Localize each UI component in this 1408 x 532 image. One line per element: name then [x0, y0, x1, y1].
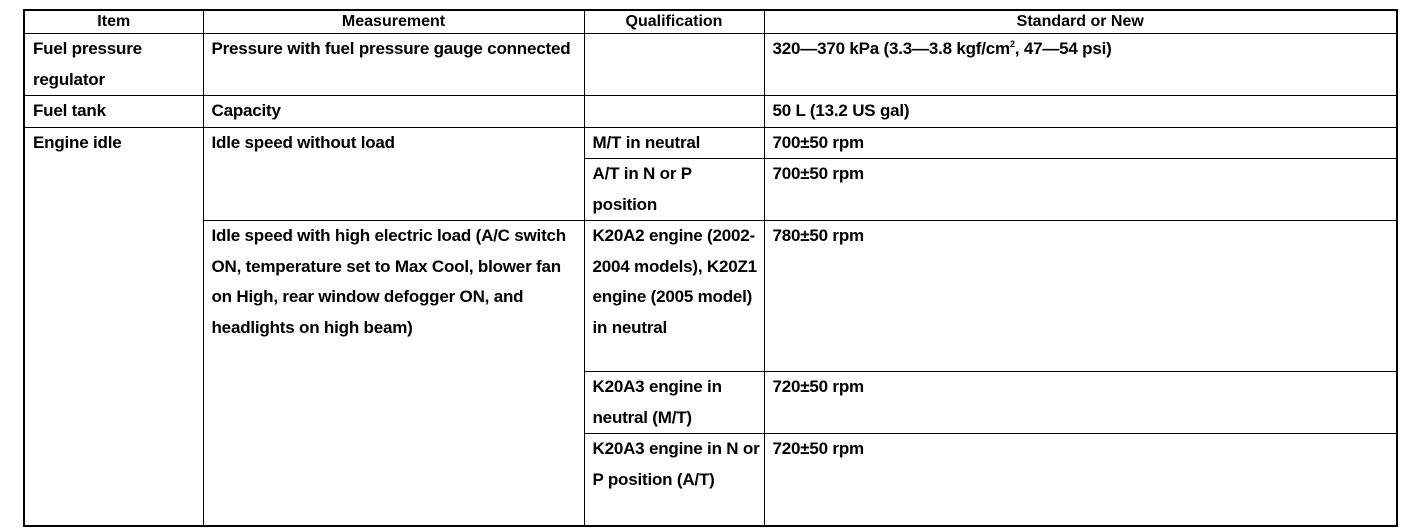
- cell-measurement-capacity: Capacity: [203, 96, 584, 128]
- table-row-fuel-pressure-regulator: [24, 34, 1397, 96]
- cell-measurement-fuel-pressure: Pressure with fuel pressure gauge connected: [203, 34, 584, 96]
- cell-qualification-mt-neutral: M/T in neutral: [584, 127, 764, 159]
- cell-standard-fuel-pressure: [764, 34, 1397, 96]
- header-measurement: Measurement: [203, 10, 584, 34]
- cell-standard-at-n-p: 700±50 rpm: [764, 159, 1397, 221]
- cell-qualification-at-n-p: A/T in N or P position: [584, 159, 764, 221]
- cell-qualification-k20a3-mt: K20A3 engine in neutral (M/T): [584, 372, 764, 434]
- cell-standard-k20a3-at: 720±50 rpm: [764, 434, 1397, 527]
- header-qualification: Qualification: [584, 10, 764, 34]
- header-item: Item: [24, 10, 203, 34]
- cell-qualification-k20a2: K20A2 engine (2002-2004 models), K20Z1 engine (2005 model) in neutral: [584, 221, 764, 372]
- cell-measurement-idle-high-load: Idle speed with high electric load (A/C switch ON, temperature set to Max Cool, blower fan on High, rear window defogger ON, and headlights on high beam): [203, 221, 584, 527]
- specifications-table: [23, 9, 1398, 527]
- cell-qualification-fuel-pressure: [584, 34, 764, 96]
- cell-item-engine-idle: Engine idle: [24, 127, 203, 526]
- superscript-2: 2: [1009, 39, 1015, 49]
- cell-measurement-idle-no-load: Idle speed without load: [203, 127, 584, 221]
- cell-qualification-k20a3-at: K20A3 engine in N or P position (A/T): [584, 434, 764, 527]
- standard-fuel-pressure-text-end: , 47—54 psi): [1014, 39, 1112, 58]
- standard-fuel-pressure-text: 320—370 kPa (3.3—3.8 kgf/cm: [772, 39, 1010, 58]
- cell-standard-k20a2: 780±50 rpm: [764, 221, 1397, 372]
- cell-standard-k20a3-mt: 720±50 rpm: [764, 372, 1397, 434]
- table-row-idle-mt: [24, 127, 1397, 159]
- cell-qualification-fuel-tank: [584, 96, 764, 128]
- cell-item-fuel-pressure-regulator: Fuel pressure regulator: [24, 34, 203, 96]
- header-row: [24, 10, 1397, 34]
- cell-standard-fuel-tank: 50 L (13.2 US gal): [764, 96, 1397, 128]
- table-row-idle-k20a2: [24, 221, 1397, 372]
- cell-item-fuel-tank: Fuel tank: [24, 96, 203, 128]
- table-row-fuel-tank: [24, 96, 1397, 128]
- cell-standard-mt-neutral: 700±50 rpm: [764, 127, 1397, 159]
- header-standard: Standard or New: [764, 10, 1397, 34]
